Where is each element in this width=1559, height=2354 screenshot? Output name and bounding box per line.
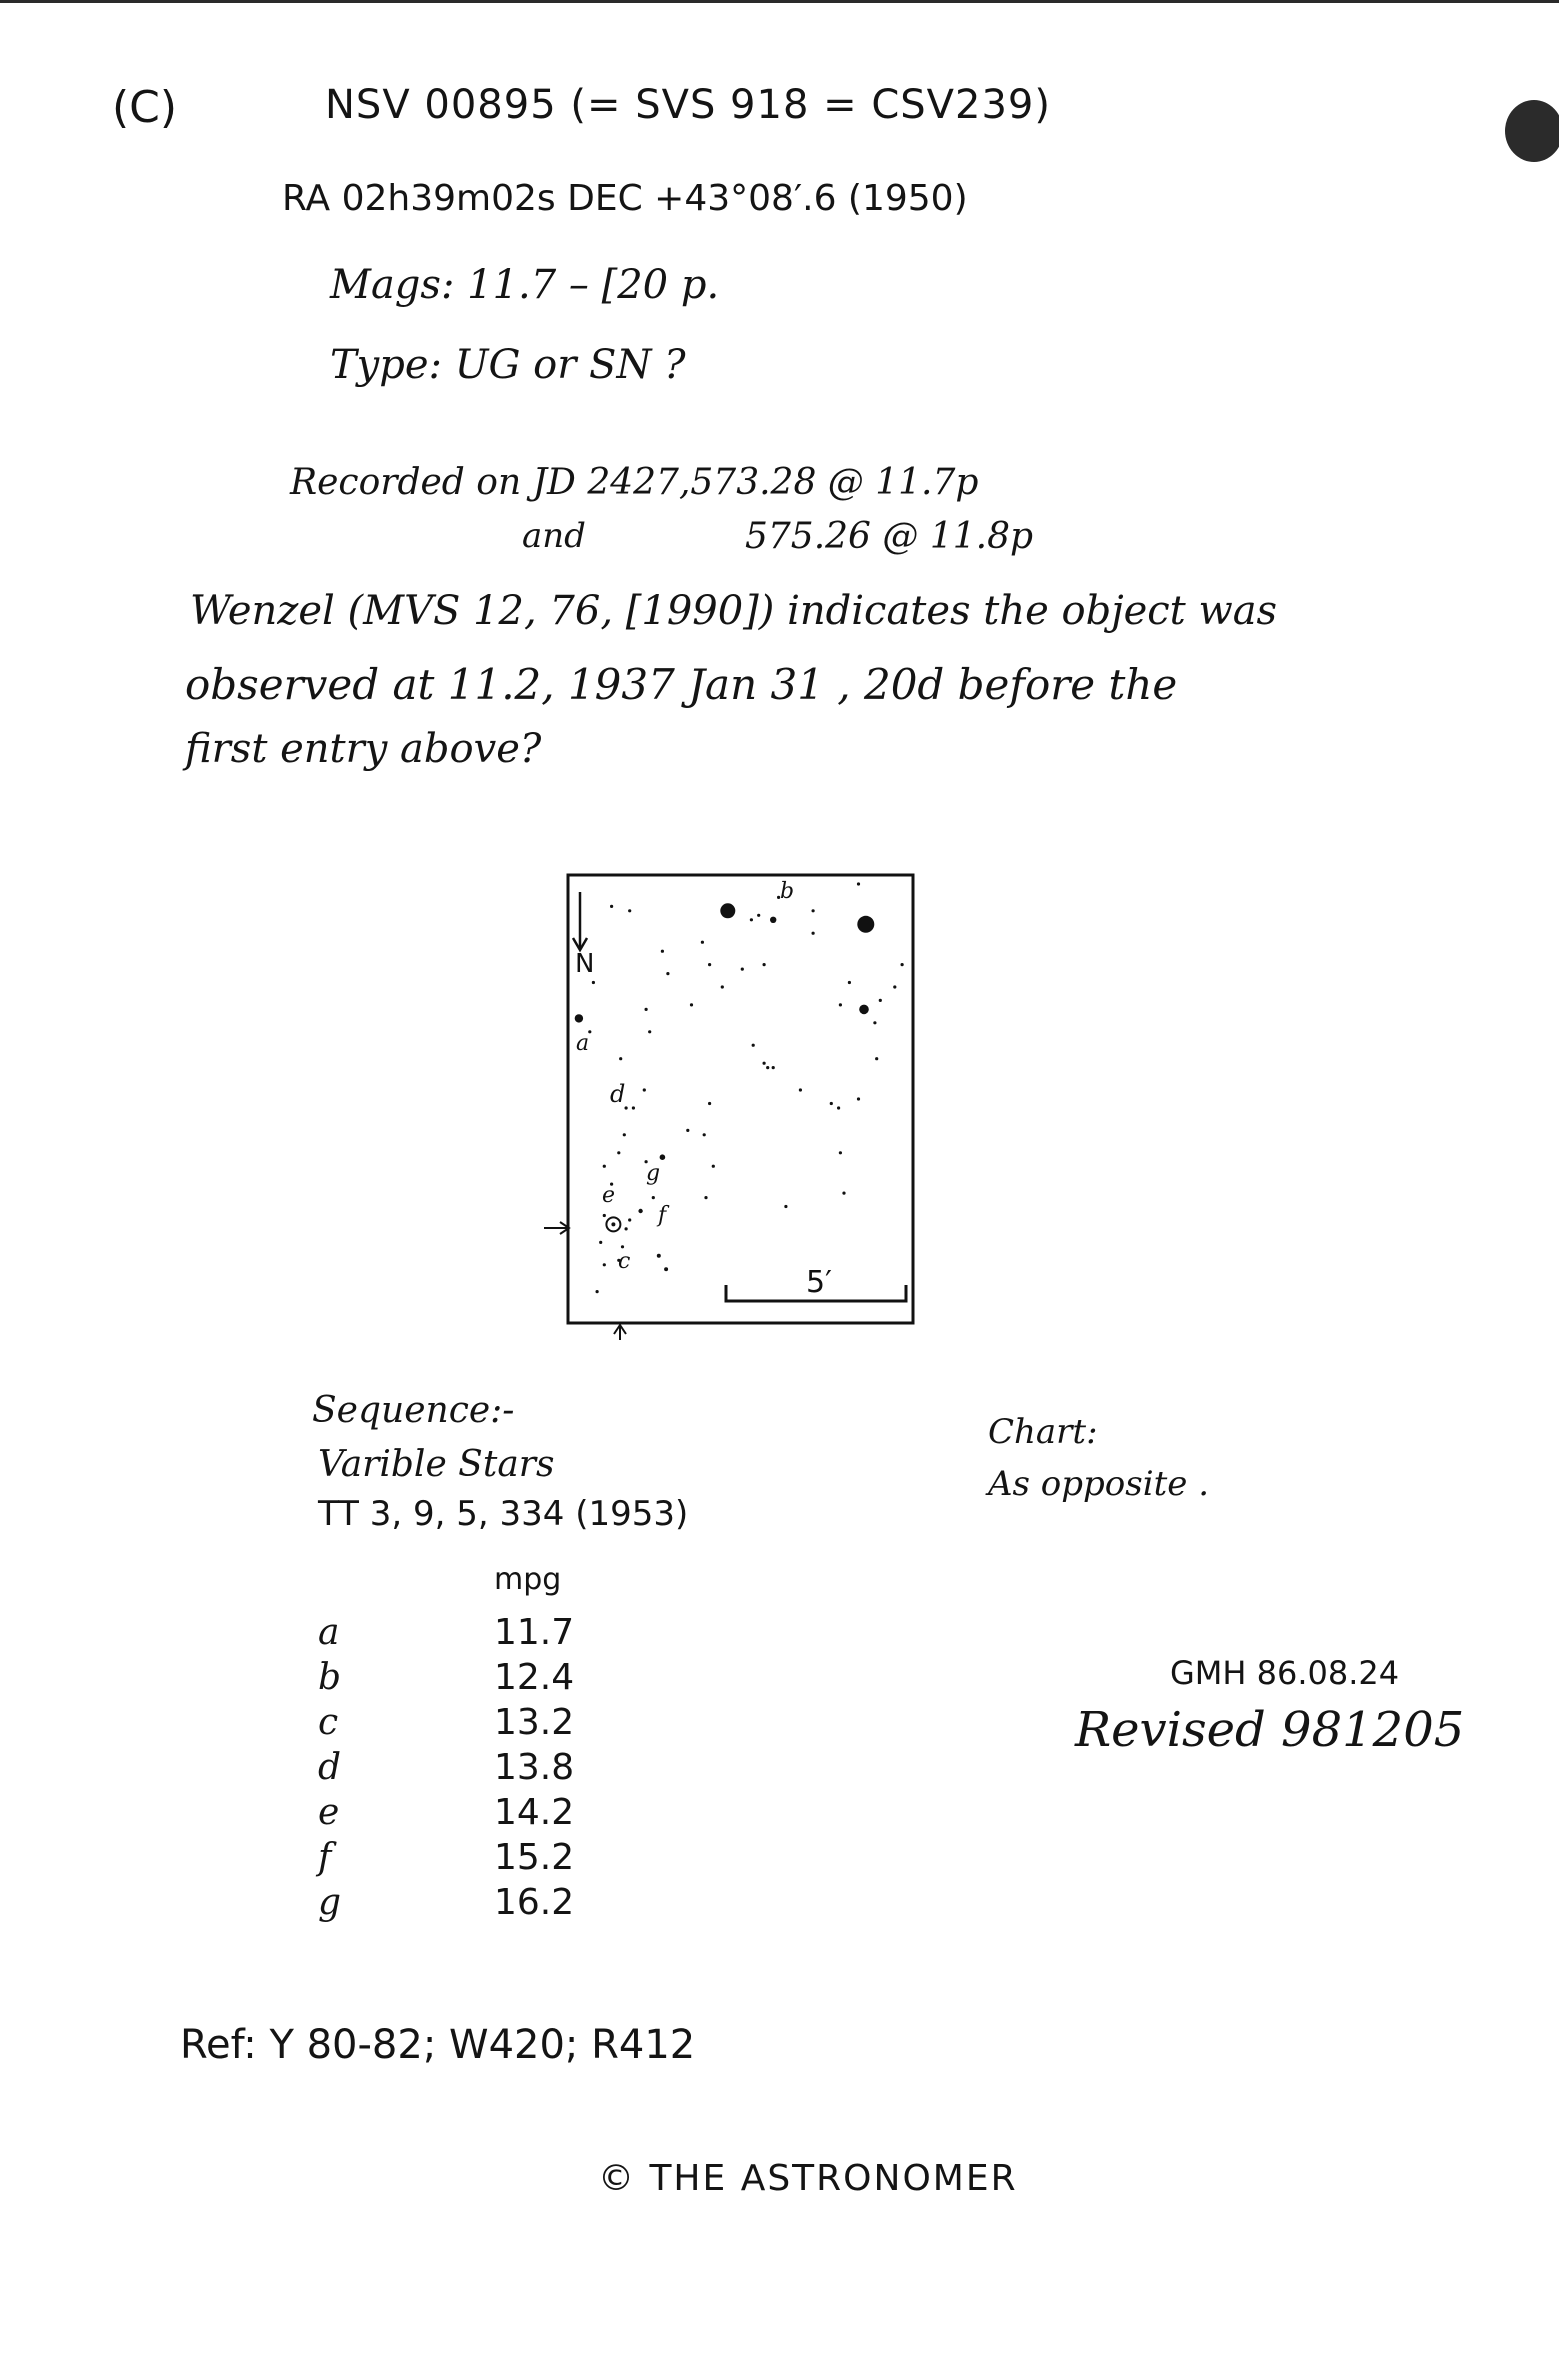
sequence-star-mag: 16.2 [494,1882,575,1923]
chart-star [879,999,882,1002]
chart-label-f: f [658,1203,667,1228]
designation: NSV 00895 (= SVS 918 = CSV239) [325,82,1051,128]
record-line-1: Recorded on JD 2427,573.28 @ 11.7p [290,462,979,503]
chart-label-b: b [780,879,795,904]
chart-star [770,917,776,923]
chart-star [686,1129,689,1132]
record-line-2-and: and [522,516,586,556]
sequence-star-mag: 13.8 [494,1747,575,1788]
chart-star [638,1209,642,1213]
chart-star [763,963,766,966]
punch-hole [1505,100,1559,162]
chart-star [703,1133,706,1136]
chart-label-g: g [646,1161,661,1186]
note-line-1: Wenzel (MVS 12, 76, [1990]) indicates the object was [190,588,1278,634]
finder-chart [540,860,960,1340]
sequence-star-label: e [318,1792,340,1833]
chart-star [857,916,874,933]
chart-star [763,1062,766,1065]
chart-star [610,905,613,908]
chart-label-a: a [576,1031,590,1056]
chart-star [603,1165,606,1168]
sequence-star-label: f [318,1837,332,1878]
chart-note-title: Chart: [988,1412,1098,1452]
chart-star [901,963,904,966]
chart-star [842,1192,845,1195]
chart-star [643,1088,646,1091]
sequence-star-label: a [318,1612,340,1653]
north-label: N [575,949,595,979]
initials-date: GMH 86.08.24 [1170,1654,1400,1692]
chart-star [592,981,595,984]
chart-star [830,1102,833,1105]
chart-star [752,1044,755,1047]
chart-star [628,1218,631,1221]
magnitude-range: Mags: 11.7 – [20 p. [330,262,720,308]
chart-label-c: c [618,1249,631,1274]
chart-star [750,918,753,921]
sequence-star-mag: 11.7 [494,1612,575,1653]
sequence-star-mag: 15.2 [494,1837,575,1878]
chart-star [812,932,815,935]
sequence-source-1: Varible Stars [318,1444,555,1485]
chart-label-e: e [602,1183,616,1208]
copyright-footer: © THE ASTRONOMER [598,2158,1018,2199]
note-line-2: observed at 11.2, 1937 Jan 31 , 20d before the [185,660,1178,709]
chart-label-d: d [610,1080,626,1108]
top-border [0,0,1559,3]
chart-star [701,941,704,944]
chart-star [704,1196,707,1199]
chart-star [721,985,724,988]
chart-star [893,985,896,988]
chart-star [596,1290,599,1293]
chart-star [708,963,711,966]
chart-star [873,1021,876,1024]
record-line-2-value: 575.26 @ 11.8p [745,516,1034,557]
sequence-star-mag: 13.2 [494,1702,575,1743]
chart-star [837,1106,840,1109]
chart-star [599,1241,602,1244]
sequence-star-label: b [318,1657,342,1698]
chart-star [603,1263,606,1266]
chart-star [661,950,664,953]
chart-star [652,1196,655,1199]
chart-star [857,1097,860,1100]
variable-type: Type: UG or SN ? [330,342,686,388]
chart-star [575,1014,583,1022]
chart-star [648,1030,651,1033]
chart-star [621,1245,624,1248]
chart-star [859,1005,869,1015]
chart-star [784,1205,787,1208]
chart-star [766,1066,769,1069]
chart-star [625,1227,628,1230]
sequence-column-header: mpg [494,1562,562,1597]
sequence-star-mag: 14.2 [494,1792,575,1833]
chart-star [712,1165,715,1168]
chart-note-text: As opposite . [988,1464,1209,1504]
chart-star [666,972,669,975]
sequence-source-2: TT 3, 9, 5, 334 (1953) [318,1494,689,1534]
chart-star [757,914,760,917]
revised-date: Revised 981205 [1075,1702,1465,1758]
chart-star [603,1214,606,1217]
chart-star [619,1057,622,1060]
chart-star [708,1102,711,1105]
chart-star [664,1267,668,1271]
chart-star [623,1133,626,1136]
section-mark: (C) [112,82,178,133]
scale-label: 5′ [806,1265,832,1300]
chart-star [690,1003,693,1006]
sequence-star-label: g [318,1882,342,1923]
chart-star [848,981,851,984]
sequence-title: Sequence:- [312,1390,515,1431]
chart-star [812,909,815,912]
chart-star [660,1154,666,1160]
chart-star [645,1008,648,1011]
note-line-3: first entry above? [185,726,542,772]
chart-star [857,882,860,885]
sequence-star-mag: 12.4 [494,1657,575,1698]
chart-star [720,903,735,918]
chart-star [839,1151,842,1154]
chart-star [875,1057,878,1060]
chart-star [657,1254,661,1258]
chart-star [632,1106,635,1109]
variable-dot [611,1222,615,1226]
chart-star [741,968,744,971]
chart-star [839,1003,842,1006]
sequence-star-label: d [318,1747,342,1788]
sequence-star-label: c [318,1702,339,1743]
chart-star [617,1151,620,1154]
chart-star [628,909,631,912]
chart-star [799,1088,802,1091]
chart-star [772,1066,775,1069]
references: Ref: Y 80-82; W420; R412 [180,2022,696,2068]
coordinates: RA 02h39m02s DEC +43°08′.6 (1950) [282,178,968,219]
